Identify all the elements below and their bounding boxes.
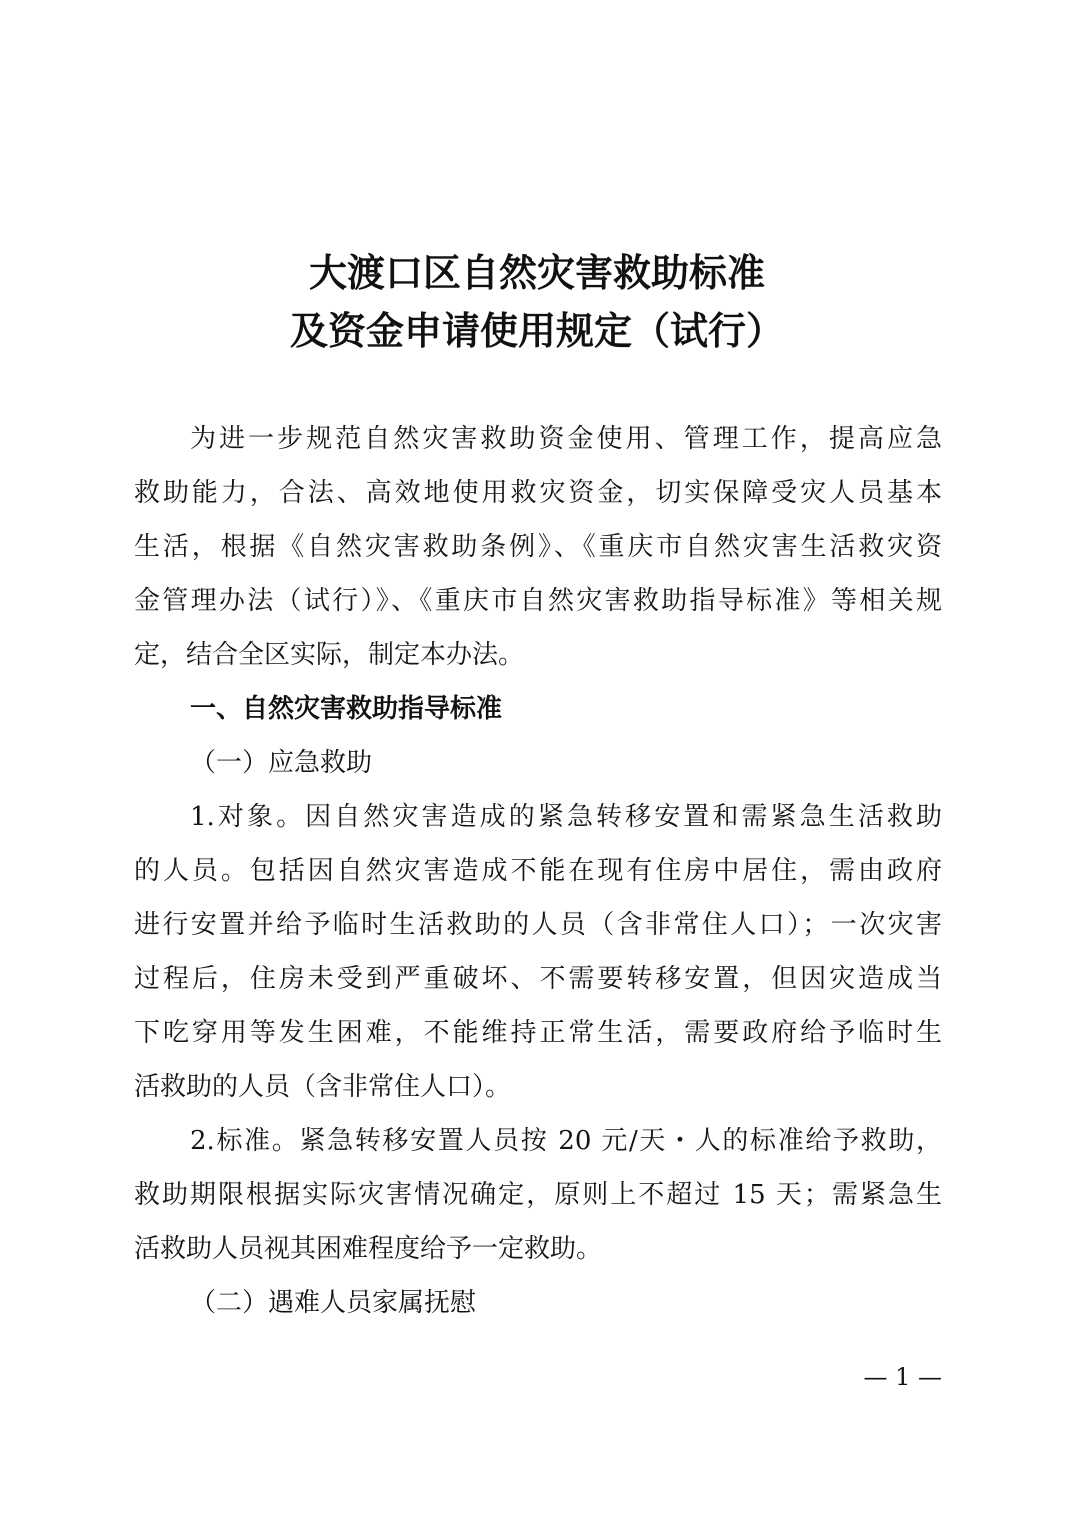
intro-line-2: 救助能力，合法、高效地使用救灾资金，切实保障受灾人员基本 <box>134 478 942 508</box>
intro-line-4: 金管理办法（试行）》、《重庆市自然灾害救助指导标准》等相关规 <box>134 586 942 616</box>
item1-line-2: 的人员。包括因自然灾害造成不能在现有住房中居住，需由政府 <box>134 856 942 886</box>
document-title-line-1: 大渡口区自然灾害救助标准 <box>308 251 765 295</box>
item1-line-3: 进行安置并给予临时生活救助的人员（含非常住人口）；一次灾害 <box>134 910 942 940</box>
subsection-heading-1: （一）应急救助 <box>190 748 373 778</box>
item2-line-3: 活救助人员视其困难程度给予一定救助。 <box>134 1234 603 1264</box>
intro-line-5: 定，结合全区实际，制定本办法。 <box>134 640 525 670</box>
intro-line-3: 生活，根据《自然灾害救助条例》、《重庆市自然灾害生活救灾资 <box>134 532 942 562</box>
document-title-line-2: 及资金申请使用规定（试行） <box>289 309 784 353</box>
subsection-heading-2: （二）遇难人员家属抚慰 <box>190 1288 477 1318</box>
item1-line-4: 过程后，住房未受到严重破坏、不需要转移安置，但因灾造成当 <box>134 964 942 994</box>
item2-line-2: 救助期限根据实际灾害情况确定，原则上不超过 15 天；需紧急生 <box>134 1180 942 1210</box>
item1-line-1: 1.对象。因自然灾害造成的紧急转移安置和需紧急生活救助 <box>190 802 942 832</box>
item1-line-5: 下吃穿用等发生困难，不能维持正常生活，需要政府给予临时生 <box>134 1018 942 1048</box>
item1-line-6: 活救助的人员（含非常住人口）。 <box>134 1072 512 1102</box>
page-number: — 1 — <box>863 1363 942 1391</box>
item2-line-1: 2.标准。紧急转移安置人员按 20 元/天・人的标准给予救助， <box>190 1126 942 1156</box>
intro-line-1: 为进一步规范自然灾害救助资金使用、管理工作，提高应急 <box>190 424 942 454</box>
section-heading: 一、自然灾害救助指导标准 <box>190 694 503 724</box>
